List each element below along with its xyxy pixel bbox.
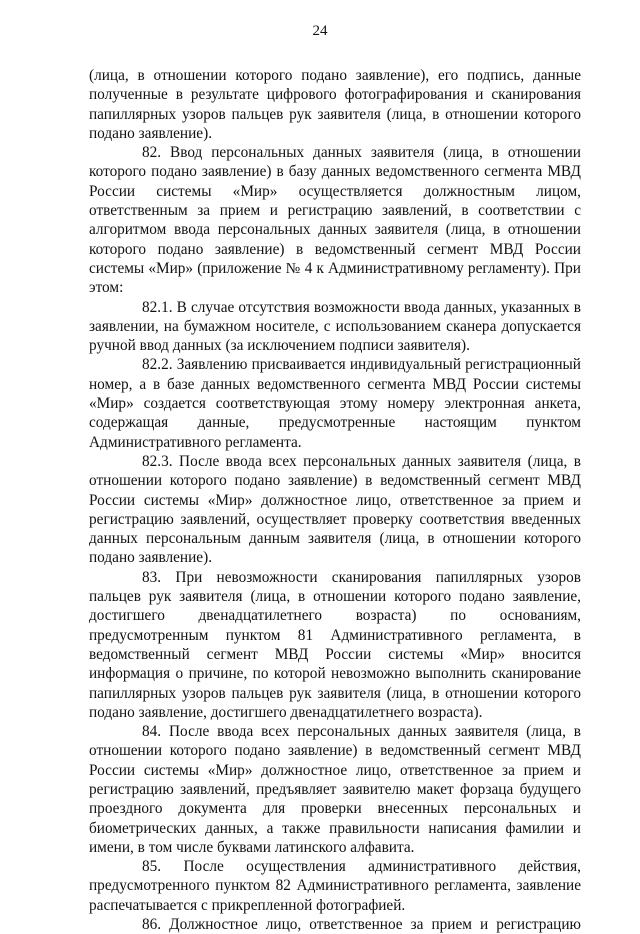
paragraph-82-1: 82.1. В случае отсутствия возможности ввода данных, указанных в заявлении, на бумажном носителе, с использованием сканера допускается ручной ввод данных (за исключением подписи заявителя). [89,298,581,355]
paragraph-82: 82. Ввод персональных данных заявителя (лица, в отношении которого подано заявление) в базу данных ведомственного сегмента МВД России системы «Мир» осуществляется должностным лицом, ответственным за прием и регистрацию заявлений, в соответствии с алгоритмом ввода персональных данных заявителя (лица, в отношении которого подано заявление) в ведомственный сегмент МВД России системы «Мир» (приложение № 4 к Административному регламенту). При этом: [89,144,581,297]
paragraph-84: 84. После ввода всех персональных данных заявителя (лица, в отношении которого подано заявление) в ведомственный сегмент МВД России системы «Мир» должностное лицо, ответственное за прием и регистрацию заявлений, предъявляет заявителю макет форзаца будущего проездного документа для проверки внесенных персональных и биометрических данных, а также правильности написания фамилии и имени, в том числе буквами латинского алфавита. [89,723,581,856]
paragraph-continuation: (лица, в отношении которого подано заявление), его подпись, данные полученные в результате цифрового фотографирования и сканирования папиллярных узоров пальцев рук заявителя (лица, в отношении которого подано заявление). [89,67,581,142]
page-number: 24 [312,23,328,39]
paragraph-82-3: 82.3. После ввода всех персональных данных заявителя (лица, в отношении которого подано заявление) в ведомственный сегмент МВД России системы «Мир» должностное лицо, ответственное за прием и регистрацию заявлений, осуществляет проверку соответствия введенных данных персональным данным заявителя (лица, в отношении которого подано заявление). [89,452,581,567]
paragraph-85: 85. После осуществления административного действия, предусмотренного пунктом 82 Административного регламента, заявление распечатывается с прикрепленной фотографией. [89,858,581,914]
paragraph-86: 86. Должностное лицо, ответственное за прием и регистрацию [142,916,581,934]
paragraph-82-2: 82.2. Заявлению присваивается индивидуальный регистрационный номер, а в базе данных ведомственного сегмента МВД России системы «Мир» создается соответствующая этому номеру электронная анкета, содержащая данные, предусмотренные настоящим пунктом Административного регламента. [89,356,581,451]
paragraph-83: 83. При невозможности сканирования папиллярных узоров пальцев рук заявителя (лица, в отношении которого подано заявление, достигшего двенадцатилетнего возраста) по основаниям, предусмотренным пунктом 81 Административного регламента, в ведомственный сегмент МВД России системы «Мир» вносится информация о причине, по которой невозможно выполнить сканирование папиллярных узоров пальцев рук заявителя (лица, в отношении которого подано заявление, достигшего двенадцатилетнего возраста). [89,568,581,721]
document-body [89,66,581,934]
